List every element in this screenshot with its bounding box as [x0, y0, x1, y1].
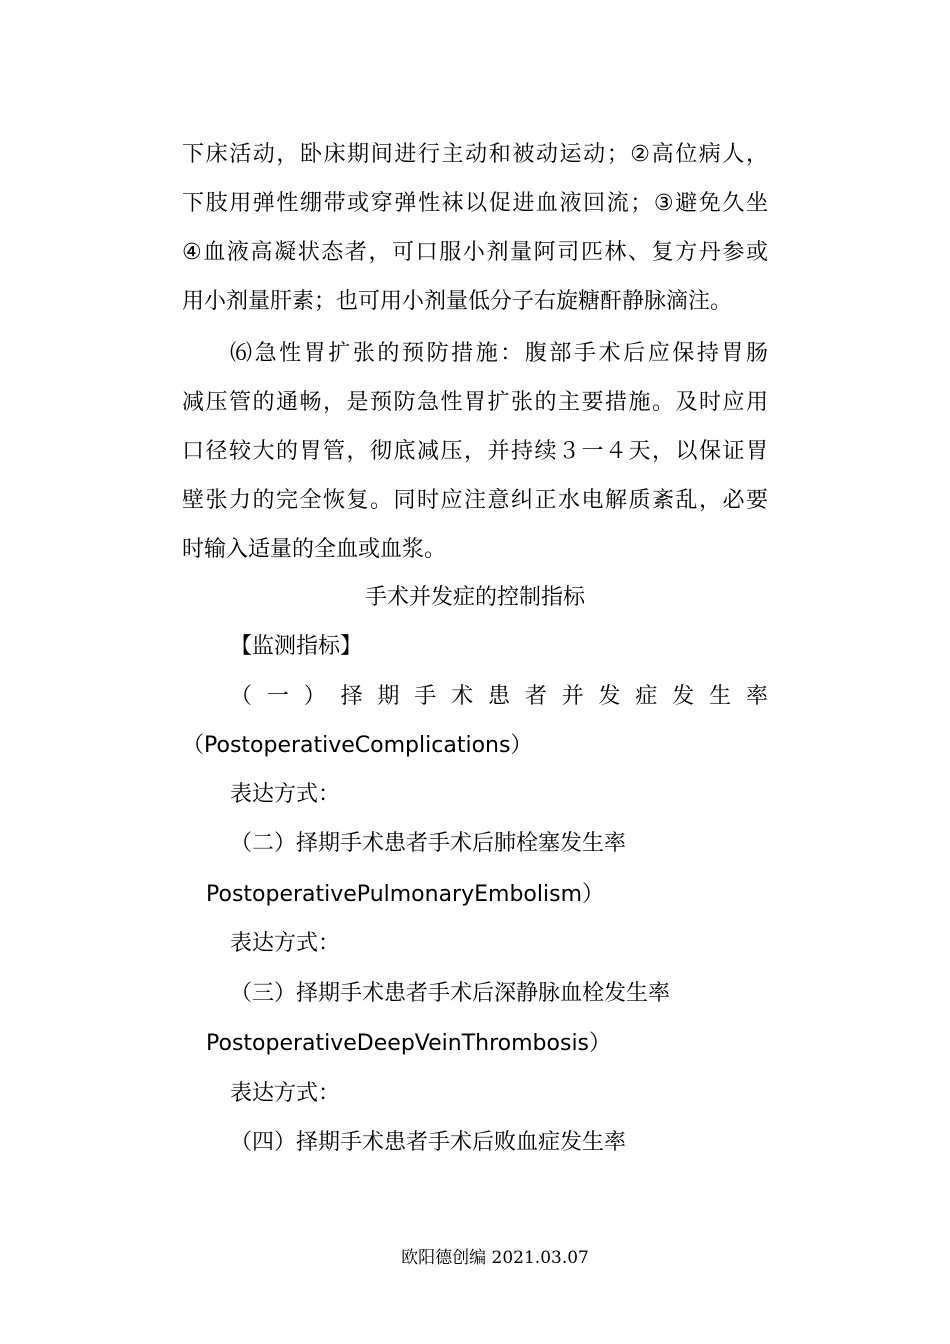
item-3-english: PostoperativeDeepVeinThrombosis） [206, 1031, 612, 1056]
body-line-3: ④血液高凝状态者，可口服小剂量阿司匹林、复方丹参或 [182, 240, 768, 265]
item-2-english: PostoperativePulmonaryEmbolism） [206, 882, 604, 907]
item-4-title: （四）择期手术患者手术后败血症发生率 [230, 1130, 627, 1155]
body-line-8: 壁张力的完全恢复。同时应注意纠正水电解质紊乱，必要 [182, 488, 768, 513]
item-3-title: （三）择期手术患者手术后深静脉血栓发生率 [230, 981, 671, 1006]
expression-label-3: 表达方式： [230, 1081, 341, 1106]
item-2-title: （二）择期手术患者手术后肺栓塞发生率 [230, 831, 627, 856]
item-1-title: （一）择期手术患者并发症发生率 [230, 684, 768, 709]
section-heading: 手术并发症的控制指标 [364, 585, 585, 610]
body-line-9: 时输入适量的全血或血浆。 [182, 537, 447, 562]
monitor-label: 【监测指标】 [230, 634, 363, 659]
page-footer: 欧阳德创编 2021.03.07 [401, 1248, 589, 1268]
item-1-english: （PostoperativeComplications） [182, 733, 533, 758]
body-line-1: 下床活动，卧床期间进行主动和被动运动；②高位病人， [182, 142, 768, 167]
body-line-6: 减压管的通畅，是预防急性胃扩张的主要措施。及时应用 [182, 390, 768, 415]
body-line-5: ⑹急性胃扩张的预防措施：腹部手术后应保持胃肠 [230, 341, 768, 366]
body-line-2: 下肢用弹性绷带或穿弹性袜以促进血液回流；③避免久坐 [182, 191, 768, 216]
body-line-4: 用小剂量肝素；也可用小剂量低分子右旋糖酐静脉滴注。 [182, 289, 733, 314]
expression-label-1: 表达方式： [230, 782, 341, 807]
body-line-7: 口径较大的胃管，彻底减压，并持续３一４天，以保证胃 [182, 439, 768, 464]
expression-label-2: 表达方式： [230, 931, 341, 956]
